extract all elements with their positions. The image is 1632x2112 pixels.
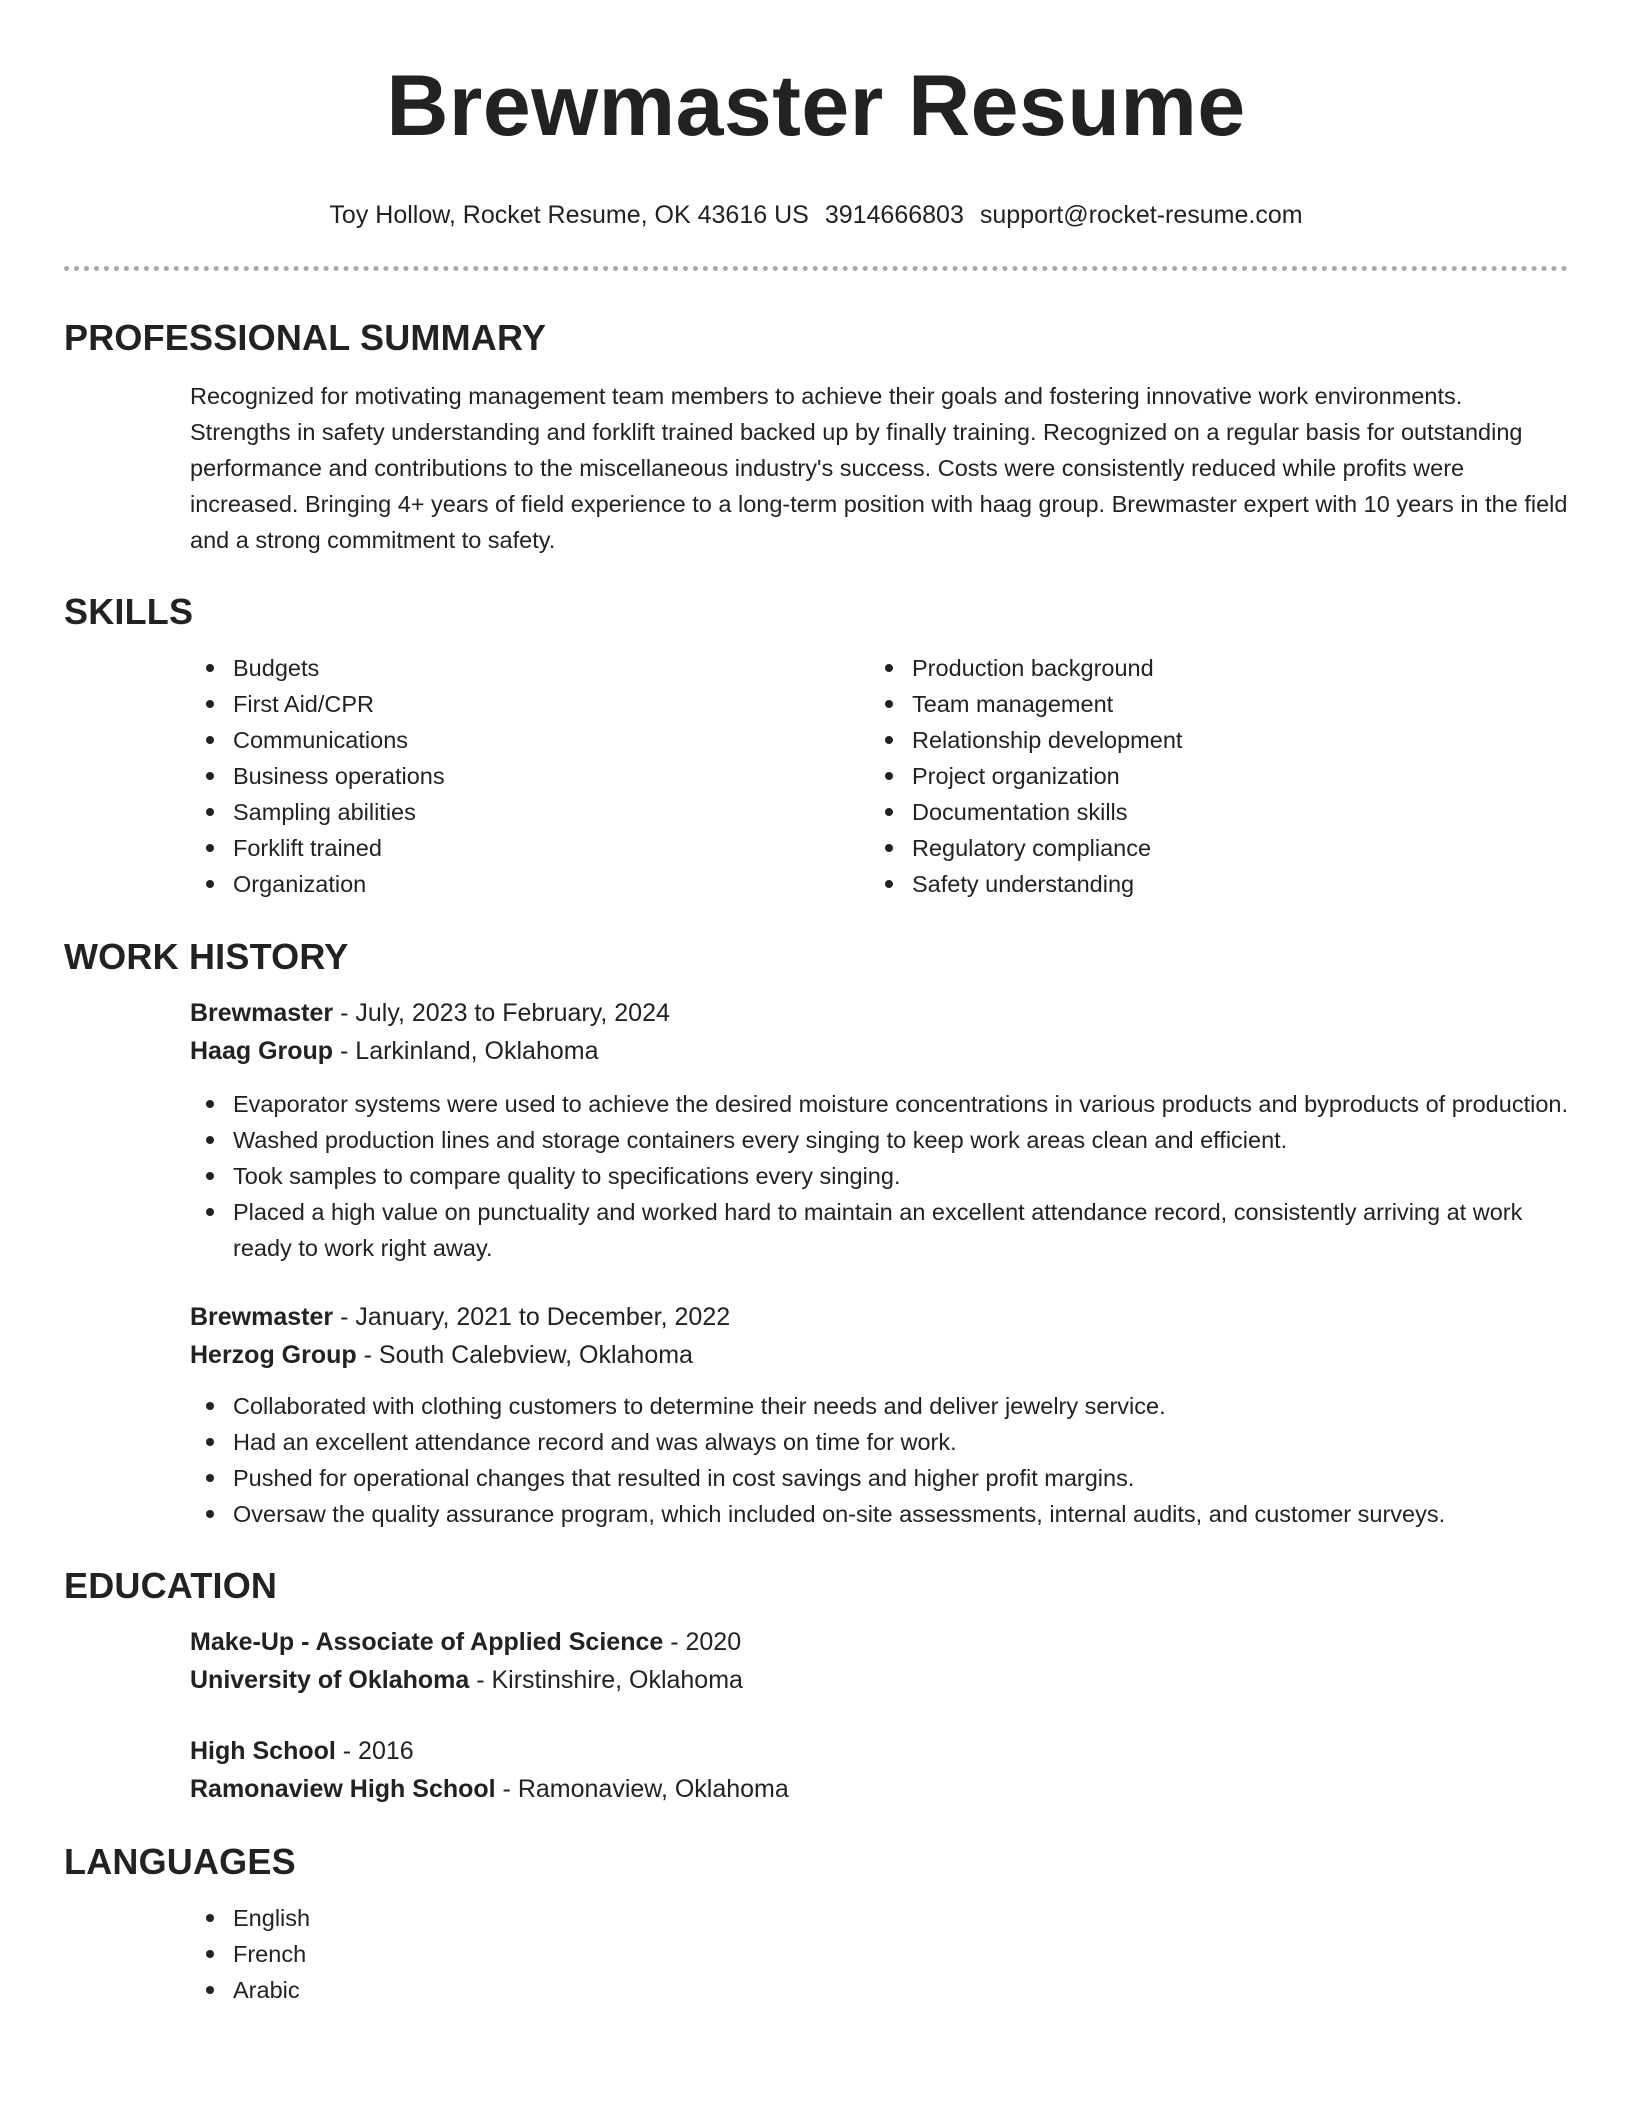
job-company-line [190,1032,1568,1070]
job-bullets [190,1388,1568,1532]
job-bullet: Took samples to compare quality to specifications every singing. [190,1158,1568,1194]
language-item: Arabic [190,1972,1568,2008]
job-bullet: Had an excellent attendance record and was always on time for work. [190,1424,1568,1460]
skills-column-right [869,650,1548,902]
job-dates: - July, 2023 to February, 2024 [333,999,670,1027]
education-degree-line [190,1732,1568,1770]
resume-page [64,0,1568,2112]
job-bullet: Placed a high value on punctuality and worked hard to maintain an excellent attendance record, consistently arriving at work ready to work right away. [190,1194,1568,1266]
education-entry [190,1623,1568,1699]
skill-item: Communications [190,722,869,758]
education-year: - 2020 [663,1628,742,1656]
contact-line [64,198,1568,232]
skills-column-left [190,650,869,902]
job-company: Haag Group [190,1037,334,1065]
skill-item: Safety understanding [869,866,1548,902]
job-bullets [190,1086,1568,1266]
skill-item: Organization [190,866,869,902]
education-school-line [190,1770,1568,1808]
education-location: - Kirstinshire, Oklahoma [469,1666,743,1694]
job-bullet: Oversaw the quality assurance program, which included on-site assessments, internal audits, and customer surveys. [190,1496,1568,1532]
education-year: - 2016 [335,1737,414,1765]
job-title: Brewmaster [190,999,334,1027]
skill-item: Project organization [869,758,1548,794]
skill-item: Relationship development [869,722,1548,758]
contact-phone: 3914666803 [824,201,964,229]
languages-list [190,1900,1568,2008]
education-school: Ramonaview High School [190,1775,496,1803]
contact-address: Toy Hollow, Rocket Resume, OK 43616 US [329,201,809,229]
job-title-line [190,994,1568,1032]
job-entry [190,1298,1568,1532]
summary-heading: PROFESSIONAL SUMMARY [64,317,547,358]
skill-item: Sampling abilities [190,794,869,830]
job-title: Brewmaster [190,1303,334,1331]
job-bullet: Evaporator systems were used to achieve the desired moisture concentrations in various products and byproducts of production. [190,1086,1568,1122]
job-bullet: Collaborated with clothing customers to determine their needs and deliver jewelry service. [190,1388,1568,1424]
language-item: French [190,1936,1568,1972]
job-location: - Larkinland, Oklahoma [333,1037,599,1065]
job-bullet: Washed production lines and storage containers every singing to keep work areas clean and efficient. [190,1122,1568,1158]
education-degree-line [190,1623,1568,1661]
skill-item: First Aid/CPR [190,686,869,722]
summary-text: Recognized for motivating management team members to achieve their goals and fostering innovative work environments. Strengths in safety understanding and forklift trained backed up by finally training. Recognized on a regular basis for outstanding performance and contributions to the miscellaneous industry's success. Costs were consistently reduced while profits were increased. Bringing 4+ years of field experience to a long-term position with haag group. Brewmaster expert with 10 years in the field and a strong commitment to safety. [190,383,1568,553]
skills-heading: SKILLS [64,591,194,632]
education-heading: EDUCATION [64,1565,278,1606]
job-entry [190,994,1568,1266]
work-heading: WORK HISTORY [64,936,349,977]
language-item: English [190,1900,1568,1936]
education-location: - Ramonaview, Oklahoma [495,1775,789,1803]
skill-item: Documentation skills [869,794,1548,830]
skill-item: Forklift trained [190,830,869,866]
job-company-line [190,1336,1568,1374]
skills-list [190,650,1568,902]
languages-heading: LANGUAGES [64,1841,296,1882]
contact-email: support@rocket-resume.com [979,201,1303,229]
resume-title: Brewmaster Resume [386,58,1246,154]
education-school-line [190,1661,1568,1699]
skill-item: Production background [869,650,1548,686]
job-location: - South Calebview, Oklahoma [356,1341,693,1369]
job-bullet: Pushed for operational changes that resulted in cost savings and higher profit margins. [190,1460,1568,1496]
skill-item: Regulatory compliance [869,830,1548,866]
job-company: Herzog Group [190,1341,357,1369]
skill-item: Team management [869,686,1548,722]
education-entry [190,1732,1568,1808]
education-degree: Make-Up - Associate of Applied Science [190,1628,664,1656]
job-dates: - January, 2021 to December, 2022 [333,1303,731,1331]
header-divider [64,266,1568,271]
education-school: University of Oklahoma [190,1666,470,1694]
skill-item: Business operations [190,758,869,794]
job-title-line [190,1298,1568,1336]
education-degree: High School [190,1737,336,1765]
skill-item: Budgets [190,650,869,686]
